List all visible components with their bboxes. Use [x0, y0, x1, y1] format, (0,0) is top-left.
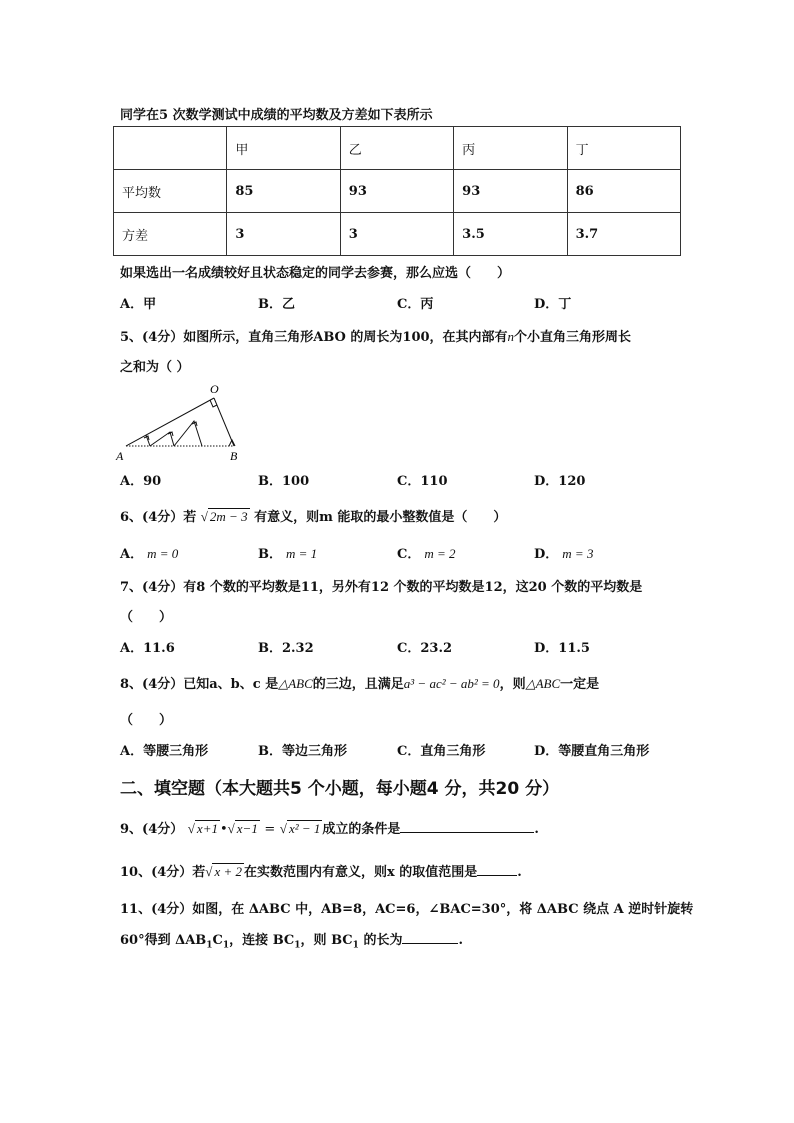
q9-dot: •: [219, 822, 228, 837]
table-row: [114, 170, 681, 213]
q5-text-b: 个小直角三角形周长: [514, 330, 632, 345]
q9-radicand: x² − 1: [288, 821, 321, 836]
q4-option-a[interactable]: A．甲: [120, 297, 157, 312]
table-cell: 93: [340, 170, 453, 213]
q10-stem: [120, 861, 522, 880]
q11-sub: 1: [206, 940, 213, 951]
table-cell: 93: [454, 170, 567, 213]
q11-text-d: ，则 BC: [300, 933, 353, 948]
table-header-cell: 乙: [340, 127, 453, 170]
q5-option-c[interactable]: C．110: [397, 474, 448, 489]
q9-suffix: 成立的条件是: [322, 822, 401, 837]
answer-blank[interactable]: [400, 820, 534, 833]
table-header-cell: 丙: [454, 127, 567, 170]
q11-text-a: 60°得到 ΔAB: [120, 933, 207, 948]
q10-suffix: 在实数范围内有意义，则x 的取值范围是: [243, 865, 478, 880]
table-header-row: [114, 127, 681, 170]
q8-triangle: △ABC: [278, 676, 313, 691]
table-header-cell: 丁: [567, 127, 680, 170]
table-cell: 85: [227, 170, 340, 213]
q9-radicand: x−1: [236, 821, 258, 836]
q8-mid: 的三边，且满足: [312, 677, 404, 692]
q6-radicand: 2m − 3: [209, 509, 248, 524]
q6-stem: [120, 506, 506, 525]
table-cell: 3: [227, 213, 340, 256]
sqrt-expression: √ x−1: [227, 821, 258, 836]
q11-text-e: 的长为: [358, 933, 403, 948]
q8-option-b[interactable]: B．等边三角形: [258, 744, 347, 759]
q7-line2: （ ）: [120, 610, 173, 625]
q6-expr: m = 1: [286, 546, 318, 561]
q7-line1: 7、(4分）有8 个数的平均数是11，另外有12 个数的平均数是12，这20 个数的平均数是: [120, 580, 643, 595]
stats-table: [113, 126, 681, 256]
table-cell: 3.7: [567, 213, 680, 256]
q11-text-b: C: [212, 933, 223, 948]
q11-sub: 1: [222, 940, 230, 951]
q8-line2: （ ）: [120, 713, 173, 728]
q6-letter: C．: [397, 547, 421, 562]
q5-option-a[interactable]: A．90: [120, 474, 162, 489]
q6-letter: A．: [120, 547, 144, 562]
q5-text-a: 5、(4分）如图所示，直角三角形ABO 的周长为100，在其内部有: [120, 330, 508, 345]
q8-line1: [120, 673, 599, 692]
label-b: B: [230, 449, 238, 463]
table-intro: 同学在5 次数学测试中成绩的平均数及方差如下表所示: [120, 108, 433, 123]
q11-line2: [120, 929, 463, 951]
q10-prefix: 10、(4分）若: [120, 865, 206, 880]
q8-equation: a³ − ac² − ab² = 0: [403, 676, 500, 691]
q6-option-b[interactable]: [258, 543, 317, 562]
q9-radicand: x+1: [196, 821, 218, 836]
q11-line1: 11、(4分）如图，在 ΔABC 中，AB=8，AC=6，∠BAC=30°，将 ΔABC 绕点 A 逆时针旋转: [120, 902, 694, 917]
q4-option-c[interactable]: C．丙: [397, 297, 434, 312]
q9-equals: =: [264, 822, 276, 837]
table-cell: 3: [340, 213, 453, 256]
row-label: 方差: [114, 213, 227, 256]
q7-option-a[interactable]: A．11.6: [120, 641, 175, 656]
right-triangle-figure: [114, 380, 254, 464]
q6-letter: B．: [258, 547, 282, 562]
q5-line2: 之和为（ ）: [120, 360, 190, 375]
q6-letter: D．: [534, 547, 559, 562]
q7-option-b[interactable]: B．2.32: [258, 641, 314, 656]
table-cell: 86: [567, 170, 680, 213]
q11-sub: 1: [352, 940, 359, 951]
q10-radicand: x + 2: [214, 864, 242, 879]
q9-end: .: [534, 822, 539, 837]
sqrt-expression: √ x+1: [187, 821, 218, 836]
sqrt-expression: √ 2m − 3: [200, 509, 248, 524]
q9-stem: [120, 818, 539, 837]
q11-text-c: ，连接 BC: [229, 933, 295, 948]
q6-option-c[interactable]: [397, 543, 456, 562]
label-a: A: [116, 449, 124, 463]
answer-blank[interactable]: [402, 931, 458, 944]
table-cell: 3.5: [454, 213, 567, 256]
q5-line1: [120, 326, 631, 345]
sqrt-expression: √ x + 2: [205, 864, 242, 879]
q6-expr: m = 0: [147, 546, 179, 561]
q9-prefix: 9、(4分）: [120, 822, 184, 837]
q6-option-d[interactable]: [534, 543, 593, 562]
row-label: 平均数: [114, 170, 227, 213]
sqrt-expression: √ x² − 1: [279, 821, 321, 836]
q10-end: .: [517, 865, 522, 880]
q8-option-d[interactable]: D．等腰直角三角形: [534, 744, 650, 759]
q5-option-d[interactable]: D．120: [534, 474, 586, 489]
section-heading: 二、填空题（本大题共5 个小题，每小题4 分，共20 分）: [120, 779, 560, 799]
label-o: O: [210, 382, 219, 396]
q8-option-c[interactable]: C．直角三角形: [397, 744, 486, 759]
q5-n: n: [507, 329, 515, 344]
q6-suffix: 有意义，则m 能取的最小整数值是（ ）: [254, 510, 507, 525]
q8-mid2: ，则: [499, 677, 526, 692]
q6-expr: m = 2: [424, 546, 456, 561]
q11-sub: 1: [294, 940, 301, 951]
q8-triangle: △ABC: [525, 676, 561, 691]
table-header-cell: 甲: [227, 127, 340, 170]
q4-option-d[interactable]: D．丁: [534, 297, 572, 312]
q5-option-b[interactable]: B．100: [258, 474, 310, 489]
q8-suffix: 一定是: [560, 677, 600, 692]
q8-prefix: 8、(4分）已知a、b、c 是: [120, 677, 279, 692]
q7-option-c[interactable]: C．23.2: [397, 641, 453, 656]
table-row: [114, 213, 681, 256]
q7-option-d[interactable]: D．11.5: [534, 641, 590, 656]
q11-end: .: [458, 933, 463, 948]
q6-option-a[interactable]: [120, 543, 178, 562]
answer-blank[interactable]: [477, 863, 517, 876]
q6-prefix: 6、(4分）若: [120, 510, 197, 525]
q4-option-b[interactable]: B．乙: [258, 297, 295, 312]
q4-stem: 如果选出一名成绩较好且状态稳定的同学去参赛，那么应选（ ）: [120, 266, 511, 281]
q6-expr: m = 3: [562, 546, 594, 561]
table-header-cell: [114, 127, 227, 170]
q8-option-a[interactable]: A．等腰三角形: [120, 744, 209, 759]
